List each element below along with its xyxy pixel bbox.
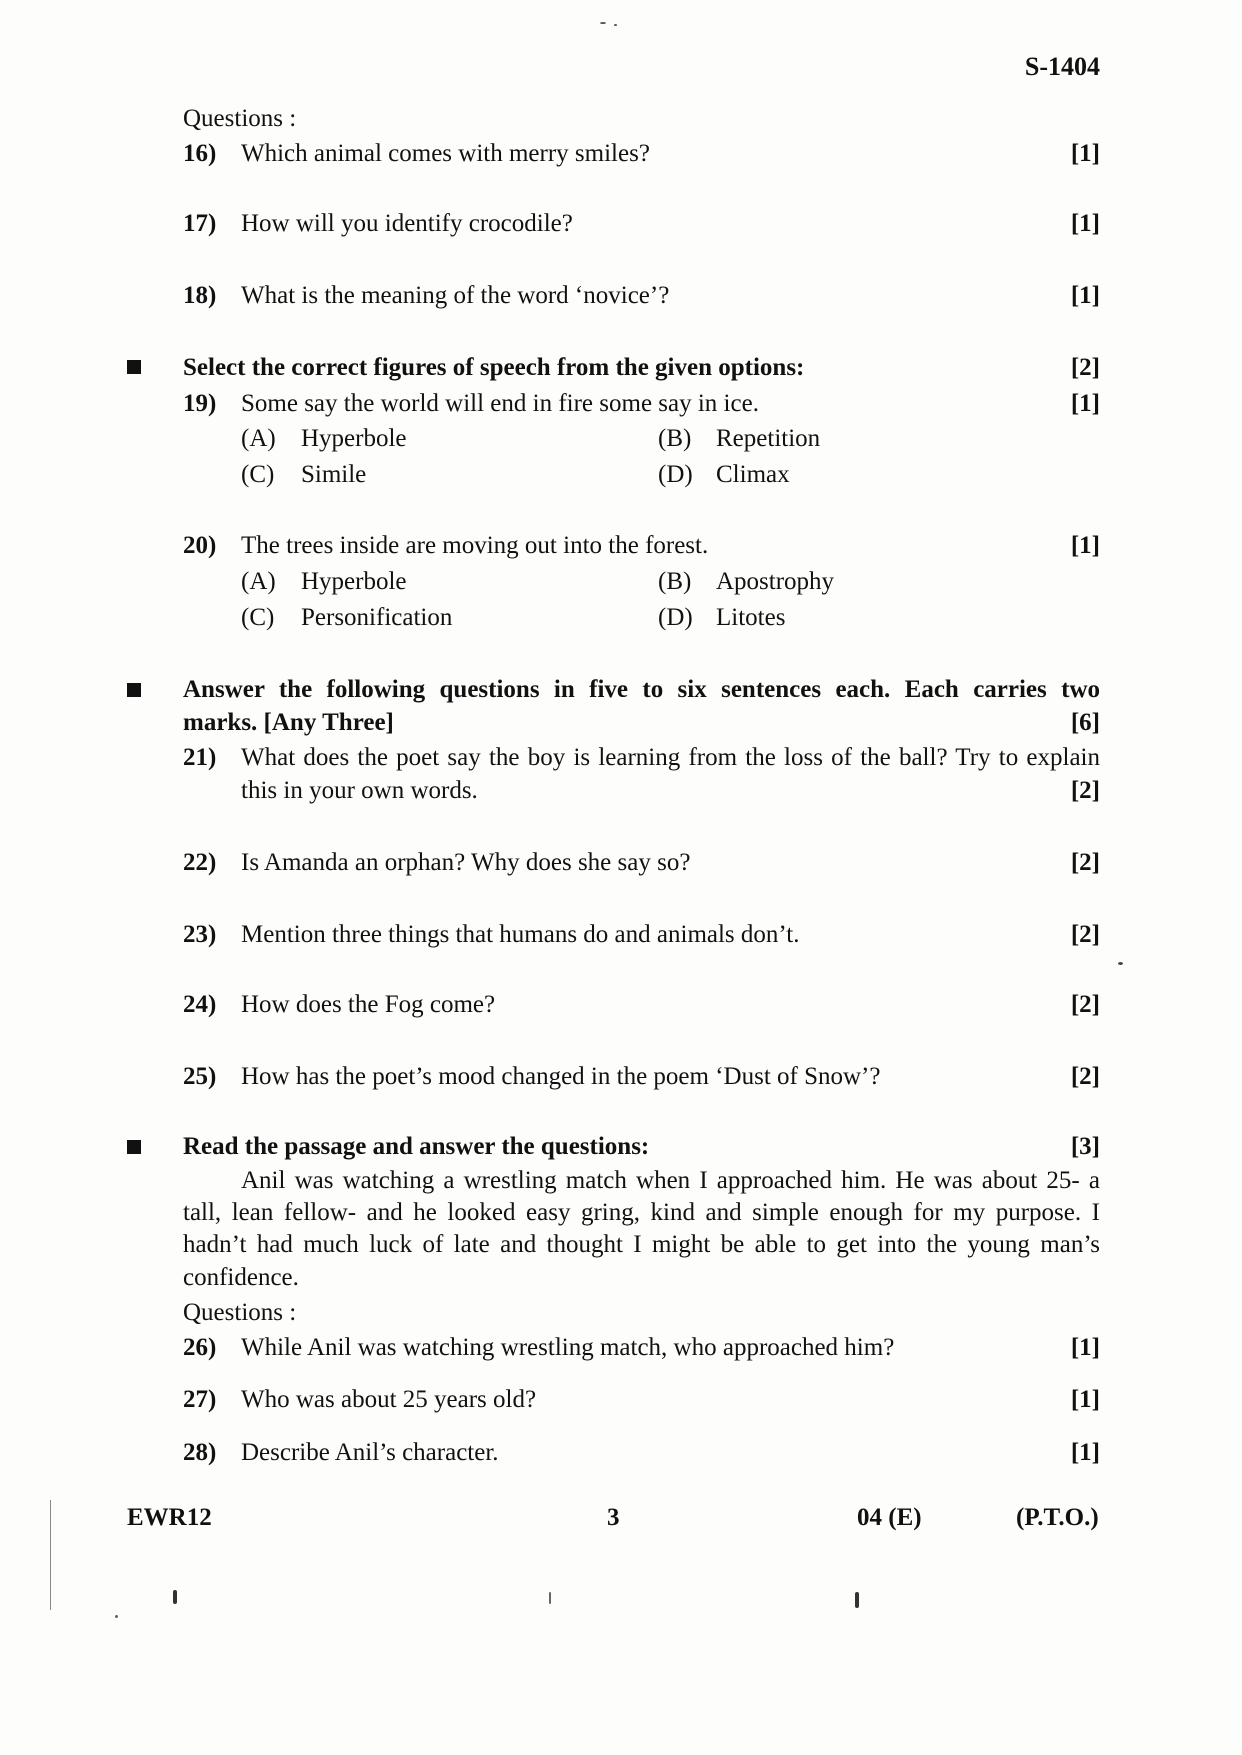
question-text: What is the meaning of the word ‘novice’? (241, 282, 670, 309)
option-label: (A) (241, 568, 276, 595)
question-text: The trees inside are moving out into the forest. (241, 532, 709, 559)
section-heading: Select the correct figures of speech from the given options: (183, 354, 805, 381)
option-text: Litotes (716, 604, 786, 631)
question-mark: [2] (1070, 1063, 1100, 1090)
question-number: 27) (183, 1386, 217, 1413)
question-mark: [1] (1070, 140, 1100, 167)
option-text: Climax (716, 461, 790, 488)
paper-code: S-1404 (1024, 52, 1100, 81)
question-number: 22) (183, 849, 217, 876)
option-label: (C) (241, 604, 275, 631)
option-label: (B) (658, 568, 692, 595)
section-heading: Answer the following questions in five to six sentences each. Each carries two (183, 676, 1100, 703)
question-text: Is Amanda an orphan? Why does she say so? (241, 849, 691, 876)
section-bullet (127, 683, 141, 697)
section-heading: Read the passage and answer the questions: (183, 1133, 650, 1160)
option-text: Apostrophy (716, 568, 835, 595)
question-mark: [1] (1070, 282, 1100, 309)
question-number: 16) (183, 140, 217, 167)
scan-speck (549, 1592, 551, 1604)
question-number: 24) (183, 991, 217, 1018)
question-number: 28) (183, 1439, 217, 1466)
question-number: 26) (183, 1334, 217, 1361)
question-number: 18) (183, 282, 217, 309)
option-label: (D) (658, 604, 693, 631)
question-number: 23) (183, 921, 217, 948)
question-mark: [1] (1070, 532, 1100, 559)
question-number: 17) (183, 210, 217, 237)
scan-speck (173, 1590, 177, 1604)
question-text: Mention three things that humans do and animals don’t. (241, 921, 800, 948)
scan-speck (600, 22, 606, 24)
section-mark: [6] (1070, 709, 1100, 736)
footer-pto: (P.T.O.) (1016, 1504, 1099, 1531)
section-mark: [3] (1070, 1133, 1100, 1160)
question-mark: [2] (1070, 991, 1100, 1018)
question-mark: [2] (1070, 777, 1100, 804)
question-mark: [1] (1070, 1439, 1100, 1466)
option-text: Hyperbole (301, 568, 407, 595)
question-mark: [1] (1070, 1386, 1100, 1413)
section-bullet (127, 1140, 141, 1154)
question-text: Some say the world will end in fire some say in ice. (241, 390, 759, 417)
option-label: (B) (658, 425, 692, 452)
question-text: How will you identify crocodile? (241, 210, 573, 237)
question-mark: [2] (1070, 849, 1100, 876)
option-text: Hyperbole (301, 425, 407, 452)
question-mark: [1] (1070, 390, 1100, 417)
option-label: (D) (658, 461, 693, 488)
option-text: Repetition (716, 425, 821, 452)
option-text: Personification (301, 604, 453, 631)
footer-language-code: 04 (E) (857, 1504, 922, 1531)
passage-line: hadn’t had much luck of late and thought I might be able to get into the young man’s (183, 1231, 1100, 1258)
footer-code: EWR12 (127, 1504, 212, 1531)
question-mark: [1] (1070, 1334, 1100, 1361)
option-text: Simile (301, 461, 367, 488)
section-heading-continued: marks. [Any Three] (183, 709, 394, 736)
question-mark: [1] (1070, 210, 1100, 237)
passage-line: confidence. (183, 1264, 299, 1291)
scan-speck (115, 1615, 118, 1618)
question-number: 21) (183, 744, 217, 771)
passage-line: Anil was watching a wrestling match when I approached him. He was about 25- a (241, 1167, 1100, 1194)
scan-speck (614, 24, 617, 26)
question-number: 20) (183, 532, 217, 559)
scan-speck (1118, 962, 1123, 965)
question-text: How does the Fog come? (241, 991, 496, 1018)
questions-label: Questions : (183, 1299, 297, 1326)
question-mark: [2] (1070, 921, 1100, 948)
question-text: Who was about 25 years old? (241, 1386, 537, 1413)
scan-speck (855, 1592, 859, 1608)
question-number: 25) (183, 1063, 217, 1090)
question-number: 19) (183, 390, 217, 417)
question-text: Which animal comes with merry smiles? (241, 140, 650, 167)
scan-margin-line (50, 1500, 51, 1610)
question-text: What does the poet say the boy is learning from the loss of the ball? Try to explain (241, 744, 1100, 771)
option-label: (C) (241, 461, 275, 488)
question-text: While Anil was watching wrestling match, who approached him? (241, 1334, 895, 1361)
section-bullet (127, 360, 141, 374)
question-text: Describe Anil’s character. (241, 1439, 499, 1466)
page-number: 3 (607, 1504, 620, 1531)
question-text: How has the poet’s mood changed in the poem ‘Dust of Snow’? (241, 1063, 881, 1090)
passage-line: tall, lean fellow- and he looked easy gring, kind and simple enough for my purpose. I (183, 1199, 1100, 1226)
section-mark: [2] (1070, 354, 1100, 381)
option-label: (A) (241, 425, 276, 452)
questions-label: Questions : (183, 105, 297, 132)
question-text-continued: this in your own words. (241, 777, 478, 804)
